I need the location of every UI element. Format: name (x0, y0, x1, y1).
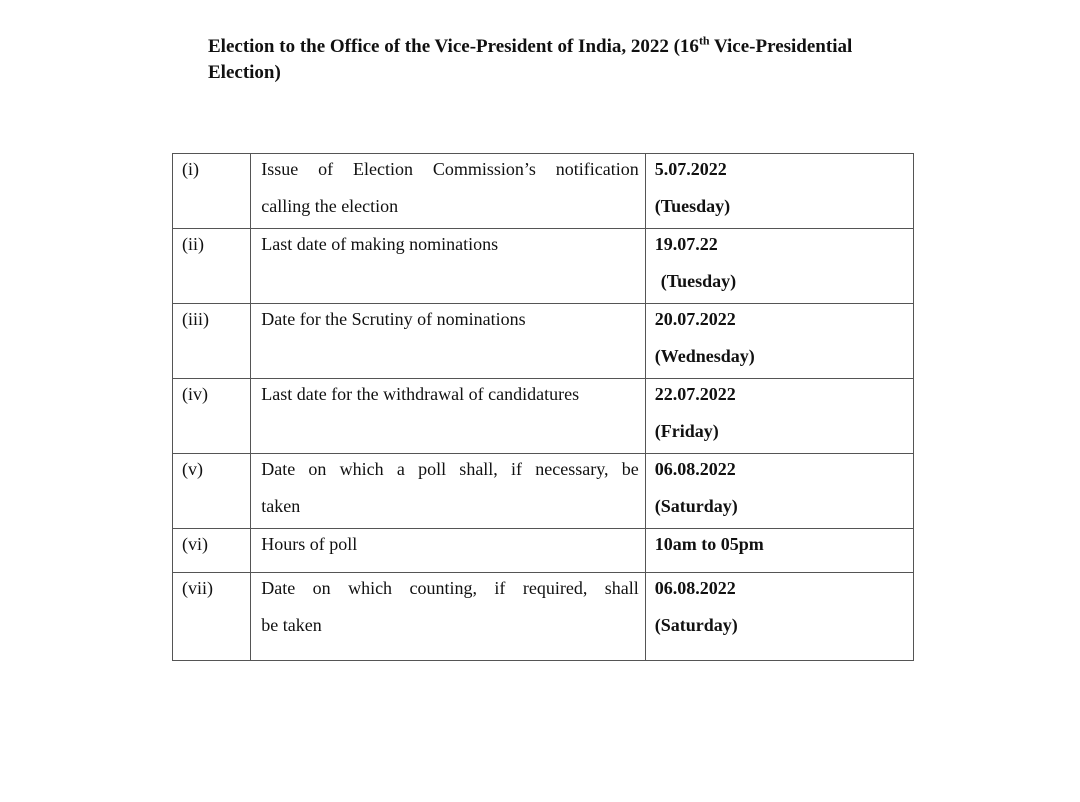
title-text: Election to the Office of the Vice-President of India, 2022 (16 (208, 36, 699, 57)
event-cell (251, 304, 646, 379)
row-number: (ii) (182, 234, 204, 254)
event-date: 20.07.2022 (654, 309, 736, 329)
event-cell (251, 529, 646, 573)
event-date: 06.08.2022 (654, 459, 736, 479)
table-row (173, 573, 914, 661)
event-cell (251, 454, 646, 529)
event-text: calling the election (261, 196, 399, 216)
event-day: (Saturday) (654, 496, 738, 516)
date-cell (645, 573, 913, 661)
date-cell (645, 229, 913, 304)
date-cell (645, 454, 913, 529)
event-day: (Saturday) (654, 615, 738, 635)
event-text: be taken (261, 615, 322, 635)
event-date: 10am to 05pm (654, 534, 764, 554)
event-text: Hours of poll (261, 534, 358, 554)
event-text: Last date for the withdrawal of candidatures (261, 384, 580, 404)
row-number: (v) (182, 459, 203, 479)
event-text (261, 266, 639, 303)
table-row (173, 454, 914, 529)
event-cell (251, 229, 646, 304)
event-text: Date on which counting, if required, shall (261, 578, 639, 598)
table-row (173, 379, 914, 454)
event-text: Last date of making nominations (261, 234, 499, 254)
document-title (208, 34, 978, 86)
event-text: Date on which a poll shall, if necessary, be (261, 459, 639, 479)
row-number: (iv) (182, 384, 208, 404)
row-number: (i) (182, 159, 199, 179)
event-date: 19.07.22 (654, 234, 718, 254)
event-cell (251, 154, 646, 229)
row-number: (vi) (182, 534, 208, 554)
row-number-cell (173, 154, 251, 229)
event-date: 22.07.2022 (654, 384, 736, 404)
date-cell (645, 304, 913, 379)
date-cell (645, 529, 913, 573)
table-row (173, 304, 914, 379)
event-text (261, 416, 639, 453)
event-cell (251, 379, 646, 454)
row-number-cell (173, 573, 251, 661)
event-date: 5.07.2022 (654, 159, 727, 179)
row-number: (vii) (182, 578, 213, 598)
event-day: (Tuesday) (654, 196, 731, 216)
table-row (173, 229, 914, 304)
table-row (173, 529, 914, 573)
table-row (173, 154, 914, 229)
date-cell (645, 154, 913, 229)
event-text: Issue of Election Commission’s notification (261, 159, 639, 179)
row-number-cell (173, 229, 251, 304)
event-cell (251, 573, 646, 661)
row-number-cell (173, 304, 251, 379)
event-text (261, 341, 639, 378)
election-schedule-table (172, 153, 914, 661)
title-text-line-2: Election) (208, 62, 281, 83)
event-day: (Tuesday) (660, 271, 737, 291)
event-text: Date for the Scrutiny of nominations (261, 309, 526, 329)
row-number: (iii) (182, 309, 209, 329)
event-text: taken (261, 496, 301, 516)
event-day: (Friday) (654, 421, 719, 441)
event-day: (Wednesday) (654, 346, 755, 366)
date-cell (645, 379, 913, 454)
title-superscript: th (698, 33, 710, 48)
title-text-continued: Vice-Presidential (709, 36, 853, 57)
row-number-cell (173, 379, 251, 454)
row-number-cell (173, 454, 251, 529)
row-number-cell (173, 529, 251, 573)
event-date: 06.08.2022 (654, 578, 736, 598)
